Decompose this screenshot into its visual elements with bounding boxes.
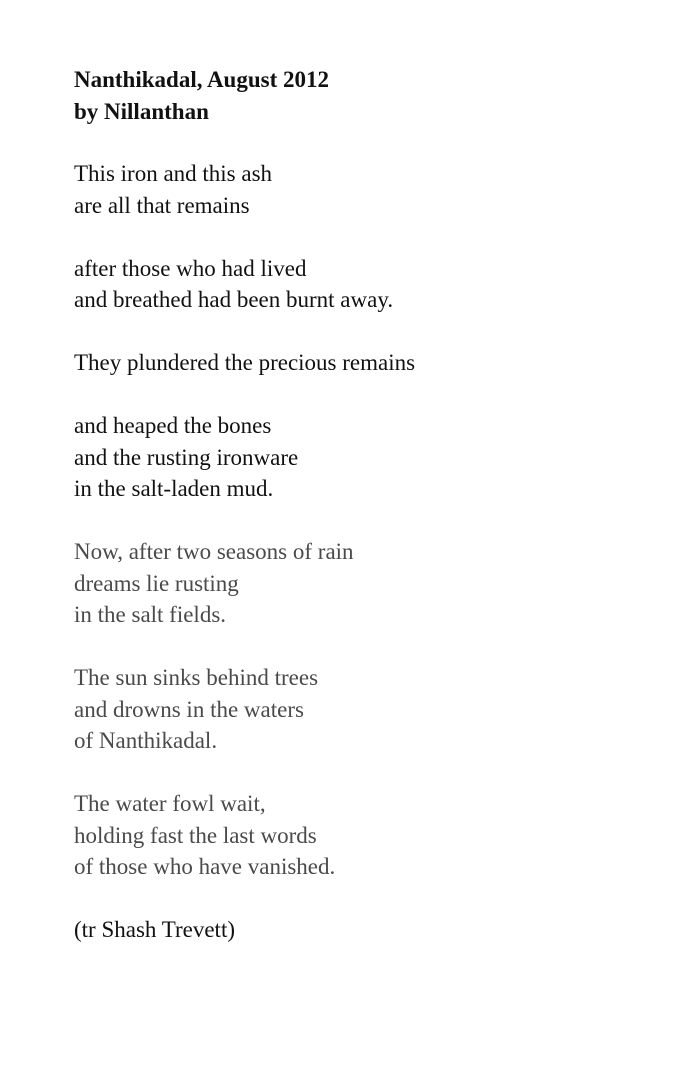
translator-credit-block [74,914,634,946]
poem-line: and drowns in the waters [74,696,304,722]
poem-line: The water fowl wait, [74,791,266,816]
poem-header [74,64,634,127]
poem-line: of those who have vanished. [74,854,336,879]
poem-line: in the salt-laden mud. [74,476,274,501]
stanza-2 [74,253,634,316]
poem-line: They plundered the precious remains [74,350,416,375]
stanza-3 [74,347,634,379]
poem-body [74,64,634,977]
poem-line: are all that remains [74,192,250,218]
poem-line: in the salt fields. [74,602,227,627]
poem-line: holding fast the last words [74,822,317,848]
stanza-7 [74,788,634,883]
poem-byline: by Nillanthan [74,98,209,124]
poem-line: The sun sinks behind trees [74,665,319,690]
stanza-4 [74,410,634,505]
stanza-6 [74,662,634,757]
poem-line: after those who had lived [74,255,307,281]
poem-line: and breathed had been burnt away. [74,287,394,312]
stanza-1 [74,158,634,221]
poem-line: Now, after two seasons of rain [74,539,354,564]
poem-line: and the rusting ironware [74,444,299,470]
poem-line: of Nanthikadal. [74,728,218,753]
poem-line: This iron and this ash [74,161,273,186]
poem-line: dreams lie rusting [74,570,239,596]
poem-line: and heaped the bones [74,413,272,438]
translator-credit: (tr Shash Trevett) [74,917,235,942]
poem-title: Nanthikadal, August 2012 [74,67,329,92]
stanza-5 [74,536,634,631]
